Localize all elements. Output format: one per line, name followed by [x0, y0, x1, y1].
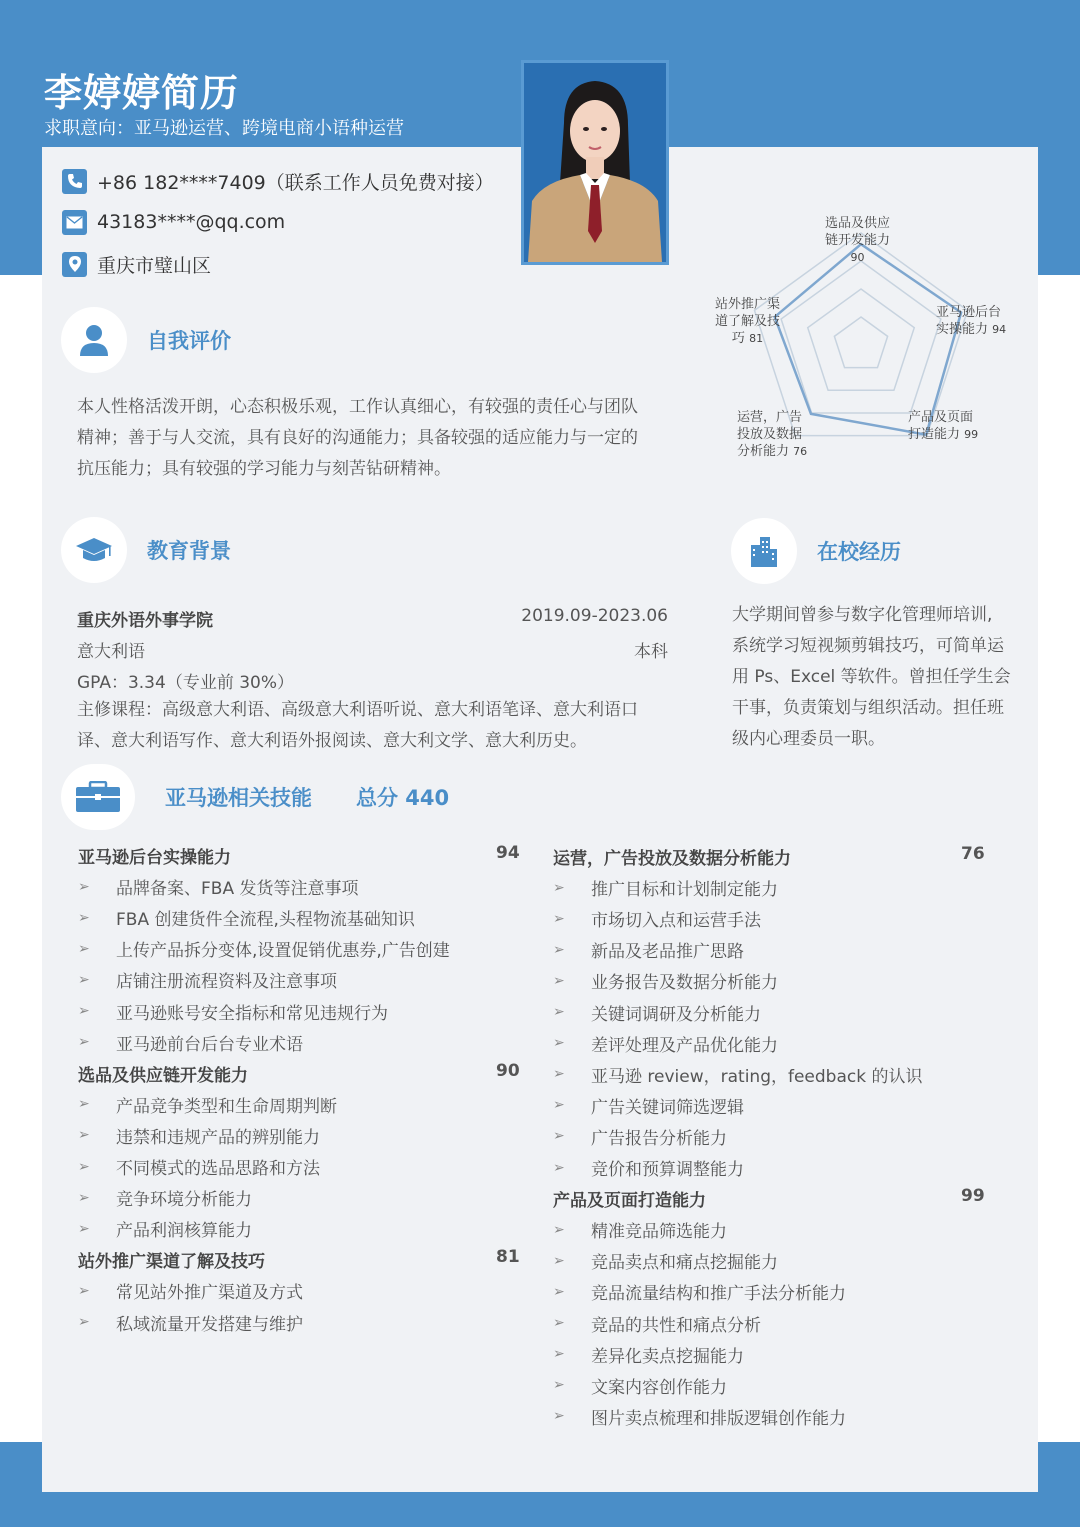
- skill-item-text: 不同模式的选品思路和方法: [116, 1159, 320, 1179]
- skill-item: [553, 1031, 778, 1056]
- arrow-bullet-icon: ➢: [553, 1035, 565, 1052]
- arrow-bullet-icon: ➢: [78, 1003, 90, 1019]
- radar-label-backend: [936, 304, 1006, 338]
- skill-item-text: 常见站外推广渠道及方式: [116, 1283, 303, 1304]
- education-school-row: [77, 606, 668, 631]
- skill-item: [553, 1342, 744, 1367]
- email-text: 43183****@qq.com: [97, 211, 286, 233]
- radar-label-line: 道了解及技: [715, 314, 781, 329]
- skill-item-text: 亚马逊账号安全指标和常见违规行为: [116, 1003, 388, 1024]
- skill-group-score: 76: [961, 844, 985, 864]
- campus-line: 干事，负责策划与组织活动。担任班: [732, 698, 1004, 718]
- arrow-bullet-icon: ➢: [553, 941, 565, 958]
- skill-group-title: 产品及页面打造能力: [553, 1191, 706, 1212]
- arrow-bullet-icon: ➢: [553, 910, 565, 927]
- education-gpa-row: [77, 668, 668, 693]
- skill-item: [553, 1373, 727, 1398]
- skill-item: [553, 875, 778, 900]
- arrow-bullet-icon: ➢: [553, 1128, 565, 1145]
- skill-item: [553, 1155, 744, 1180]
- skills-total: 总分 440: [356, 786, 450, 810]
- arrow-bullet-icon: ➢: [553, 1097, 565, 1114]
- skill-item-text: 竞争环境分析能力: [116, 1190, 252, 1211]
- skill-group-score: 99: [961, 1186, 985, 1207]
- skill-item: [78, 874, 358, 899]
- radar-label-operations: [737, 409, 807, 460]
- arrow-bullet-icon: ➢: [78, 1282, 90, 1299]
- mail-icon: [62, 210, 87, 235]
- radar-value: 90: [850, 251, 865, 264]
- phone-text: +86 182****7409（联系工作人员免费对接）: [97, 171, 494, 194]
- radar-label-line: 链开发能力: [825, 233, 891, 248]
- job-intent-value: 亚马逊运营、跨境电商小语种运营: [134, 118, 404, 139]
- skill-item-text: 业务报告及数据分析能力: [591, 973, 778, 994]
- skill-item: [553, 1062, 922, 1087]
- skill-item-text: 店铺注册流程资料及注意事项: [116, 972, 337, 993]
- gpa: GPA：3.34（专业前 30%）: [77, 673, 295, 693]
- skill-group-title: 站外推广渠道了解及技巧: [78, 1252, 265, 1273]
- skill-item-text: 差异化卖点挖掘能力: [591, 1346, 744, 1367]
- skill-item: [78, 1278, 303, 1303]
- skill-item: [553, 906, 761, 931]
- skill-item-text: 文案内容创作能力: [591, 1377, 727, 1398]
- skills-title: 亚马逊相关技能: [165, 786, 312, 810]
- arrow-bullet-icon: ➢: [78, 1189, 90, 1206]
- radar-value: 99: [964, 428, 979, 441]
- arrow-bullet-icon: ➢: [553, 1066, 565, 1083]
- arrow-bullet-icon: ➢: [553, 1377, 565, 1394]
- arrow-bullet-icon: ➢: [78, 878, 90, 895]
- radar-grid-ring: [808, 289, 915, 390]
- job-intent: [44, 114, 404, 140]
- skill-item-text: 市场切入点和运营手法: [591, 911, 761, 932]
- skill-item-text: 品牌备案、FBA 发货等注意事项: [116, 879, 359, 900]
- resume-name: 李婷婷简历: [44, 71, 240, 115]
- radar-label-line: 巧: [731, 331, 745, 346]
- radar-label-line: 产品及页面: [908, 410, 974, 425]
- arrow-bullet-icon: ➢: [553, 879, 565, 896]
- skill-item: [553, 1000, 761, 1025]
- skill-item-text: 上传产品拆分变体,设置促销优惠券,广告创建: [116, 941, 450, 962]
- skill-item-text: 精准竞品筛选能力: [591, 1222, 727, 1243]
- skill-item-text: 产品利润核算能力: [116, 1221, 252, 1242]
- skill-item-text: 竞价和预算调整能力: [591, 1160, 744, 1180]
- arrow-bullet-icon: ➢: [78, 971, 90, 988]
- campus-line: 级内心理委员一职。: [732, 729, 885, 749]
- arrow-bullet-icon: ➢: [78, 1220, 90, 1237]
- radar-label-line: 选品及供应: [825, 216, 891, 231]
- radar-value: 76: [793, 445, 808, 458]
- user-icon: [61, 307, 127, 373]
- school-name: 重庆外语外事学院: [77, 611, 213, 631]
- radar-value: 81: [749, 332, 764, 345]
- skill-item: [78, 1092, 337, 1117]
- campus-line: 大学期间曾参与数字化管理师培训,: [732, 605, 993, 625]
- profile-photo: [521, 60, 669, 265]
- arrow-bullet-icon: ➢: [553, 1159, 565, 1176]
- self-eval-header: [61, 307, 231, 373]
- skill-item: [553, 1311, 761, 1336]
- arrow-bullet-icon: ➢: [553, 1252, 565, 1269]
- radar-label-line: 打造能力: [908, 427, 961, 442]
- skill-group-title: 亚马逊后台实操能力: [78, 848, 231, 868]
- skill-item-text: 产品竞争类型和生命周期判断: [116, 1096, 337, 1117]
- arrow-bullet-icon: ➢: [553, 972, 565, 989]
- education-header: [61, 517, 231, 583]
- radar-label-product-page: [908, 409, 978, 443]
- skill-item-text: 推广目标和计划制定能力: [591, 880, 778, 901]
- skill-item: [553, 1248, 778, 1273]
- self-eval-title: 自我评价: [147, 329, 231, 353]
- skill-item-text: 广告关键词筛选逻辑: [591, 1097, 744, 1118]
- skill-group-score: 90: [496, 1060, 520, 1081]
- skill-item: [78, 999, 388, 1024]
- radar-label-line: 投放及数据: [737, 427, 803, 442]
- radar-label-offsite: [715, 296, 780, 347]
- education-title: 教育背景: [147, 539, 231, 563]
- arrow-bullet-icon: ➢: [78, 909, 90, 926]
- building-icon: [731, 518, 797, 584]
- education-major-row: [77, 637, 668, 662]
- skill-item-text: 竞品流量结构和推广手法分析能力: [591, 1284, 846, 1305]
- briefcase-icon: [61, 764, 135, 830]
- skill-item-text: 私域流量开发搭建与维护: [116, 1314, 303, 1335]
- arrow-bullet-icon: ➢: [553, 1408, 565, 1425]
- skill-item-text: 违禁和违规产品的辨别能力: [116, 1127, 320, 1148]
- arrow-bullet-icon: ➢: [78, 1158, 90, 1175]
- major: 意大利语: [77, 642, 145, 662]
- contact-email: [62, 208, 285, 236]
- degree: 本科: [634, 642, 668, 662]
- skill-item: [78, 936, 450, 961]
- skill-item: [78, 967, 337, 992]
- skill-item: [78, 1185, 252, 1210]
- campus-title: 在校经历: [817, 540, 901, 564]
- radar-label-line: 亚马逊后台: [936, 305, 1002, 320]
- self-eval-line: 精神；善于与人交流，具有良好的沟通能力；具备较强的适应能力与一定的: [77, 428, 638, 448]
- skill-item: [553, 968, 778, 993]
- arrow-bullet-icon: ➢: [553, 1346, 565, 1363]
- campus-text: [732, 600, 1022, 755]
- education-courses: [77, 695, 687, 757]
- skill-item-text: 广告报告分析能力: [591, 1128, 727, 1149]
- skills-header: [61, 764, 449, 830]
- skill-item: [553, 1124, 727, 1149]
- radar-label-sourcing: [825, 215, 890, 266]
- arrow-bullet-icon: ➢: [553, 1315, 565, 1331]
- campus-line: 系统学习短视频剪辑技巧，可简单运: [732, 636, 1004, 656]
- campus-header: [731, 518, 901, 584]
- radar-label-line: 站外推广渠: [715, 297, 781, 312]
- radar-label-line: 实操能力: [936, 322, 989, 337]
- skill-item: [78, 1310, 303, 1335]
- radar-series: [775, 244, 961, 435]
- skill-radar-chart: [700, 205, 1030, 475]
- graduation-cap-icon: [61, 517, 127, 583]
- skill-item-text: 关键词调研及分析能力: [591, 1004, 761, 1025]
- arrow-bullet-icon: ➢: [78, 1314, 90, 1330]
- arrow-bullet-icon: ➢: [78, 1034, 90, 1051]
- skill-item: [78, 905, 415, 930]
- self-eval-text: [77, 392, 687, 485]
- skill-item: [78, 1216, 252, 1241]
- contact-address: [62, 250, 211, 278]
- skill-item-text: 竞品卖点和痛点挖掘能力: [591, 1253, 778, 1274]
- skill-item-text: 差评处理及产品优化能力: [591, 1035, 778, 1056]
- arrow-bullet-icon: ➢: [553, 1221, 565, 1238]
- arrow-bullet-icon: ➢: [553, 1004, 565, 1020]
- skill-item: [78, 1123, 320, 1148]
- skill-item-text: FBA 创建货件全流程,头程物流基础知识: [116, 910, 415, 931]
- skill-item-text: 亚马逊前台后台专业术语: [116, 1034, 303, 1055]
- self-eval-line: 本人性格活泼开朗，心态积极乐观，工作认真细心，有较强的责任心与团队: [77, 397, 638, 417]
- education-period: 2019.09-2023.06: [521, 606, 668, 626]
- skill-item: [78, 1154, 320, 1179]
- skill-item: [553, 1093, 744, 1118]
- job-intent-label: 求职意向：: [44, 118, 134, 139]
- arrow-bullet-icon: ➢: [553, 1283, 565, 1300]
- skill-item: [553, 1217, 727, 1242]
- location-icon: [62, 252, 87, 277]
- skill-item-text: 竞品的共性和痛点分析: [591, 1315, 761, 1336]
- radar-label-line: 分析能力: [737, 444, 790, 459]
- skill-group-score: 81: [496, 1247, 520, 1268]
- skill-item: [553, 1279, 846, 1304]
- arrow-bullet-icon: ➢: [78, 940, 90, 957]
- phone-icon: [62, 169, 87, 194]
- radar-label-line: 运营，广告: [737, 410, 803, 425]
- radar-value: 94: [992, 323, 1007, 336]
- radar-grid-ring: [834, 317, 887, 368]
- courses-line: 主修课程：高级意大利语、高级意大利语听说、意大利语笔译、意大利语口: [77, 700, 638, 720]
- skill-item-text: 图片卖点梳理和排版逻辑创作能力: [591, 1408, 846, 1429]
- skill-item-text: 亚马逊 review，rating，feedback 的认识: [591, 1066, 923, 1087]
- skill-item-text: 新品及老品推广思路: [591, 942, 744, 963]
- contact-phone: [62, 167, 494, 195]
- arrow-bullet-icon: ➢: [78, 1127, 90, 1144]
- self-eval-line: 抗压能力；具有较强的学习能力与刻苦钻研精神。: [77, 459, 451, 479]
- arrow-bullet-icon: ➢: [78, 1096, 90, 1113]
- campus-line: 用 Ps、Excel 等软件。曾担任学生会: [732, 667, 1011, 687]
- skill-item: [553, 937, 744, 962]
- skill-item: [553, 1404, 846, 1429]
- skill-group-score: 94: [496, 843, 520, 863]
- courses-line: 译、意大利语写作、意大利语外报阅读、意大利文学、意大利历史。: [77, 731, 587, 751]
- address-text: 重庆市璧山区: [97, 254, 212, 277]
- skill-item: [78, 1030, 303, 1055]
- skill-group-title: 选品及供应链开发能力: [78, 1065, 248, 1086]
- skill-group-title: 运营，广告投放及数据分析能力: [553, 849, 791, 869]
